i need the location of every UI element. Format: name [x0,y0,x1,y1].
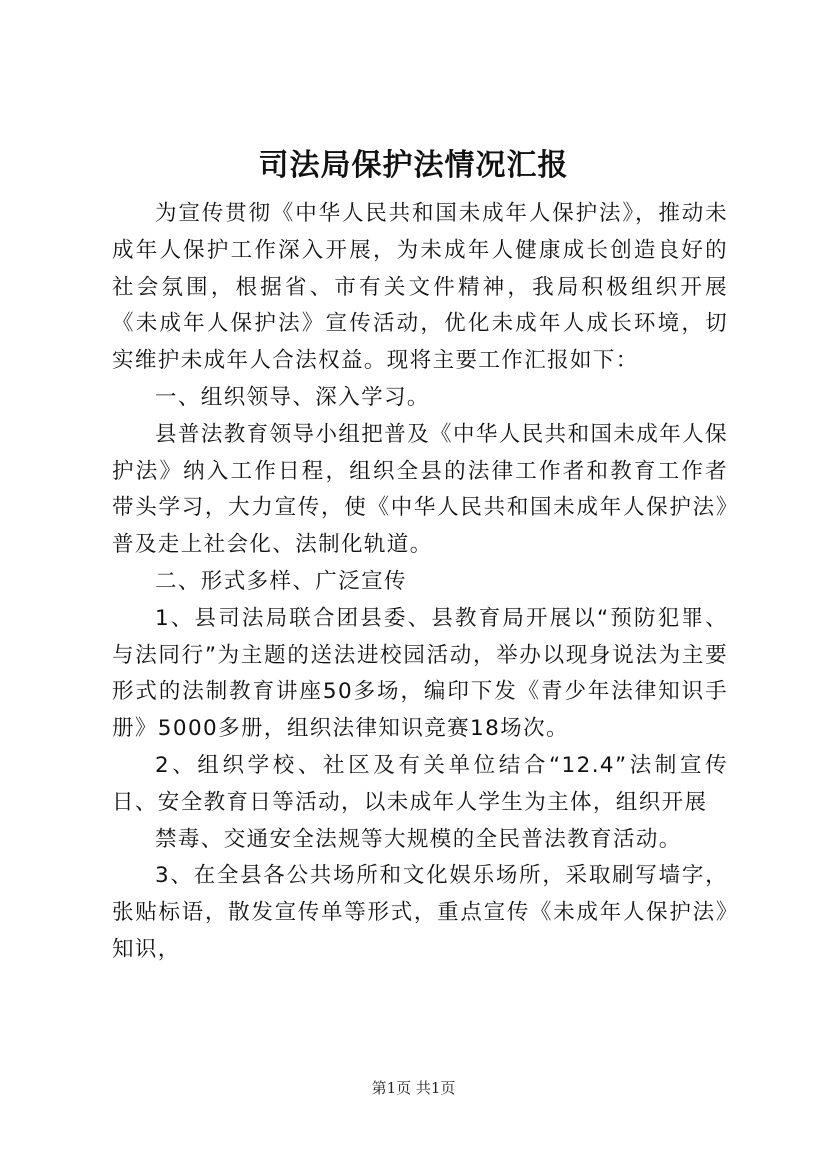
paragraph-item-2: 2、组织学校、社区及有关单位结合“12.4”法制宣传日、安全教育日等活动，以未成年人学生为主体，组织开展 [112,752,728,815]
section-heading-2: 二、形式多样、广泛宣传 [155,568,407,594]
document-body [112,196,728,969]
paragraph-intro: 为宣传贯彻《中华人民共和国未成年人保护法》，推动未成年人保护工作深入开展，为未成年人健康成长创造良好的社会氛围，根据省、市有关文件精神，我局积极组织开展《未成年人保护法》宣传活动，优化未成年人成长环境，切实维护未成年人合法权益。现将主要工作汇报如下： [112,201,728,374]
paragraph-item-3: 3、在全县各公共场所和文化娱乐场所，采取刷写墙字，张贴标语，散发宣传单等形式，重点宣传《未成年人保护法》知识， [112,863,728,962]
paragraph-item-1: 1、县司法局联合团县委、县教育局开展以“预防犯罪、与法同行”为主题的送法进校园活动，举办以现身说法为主要形式的法制教育讲座50多场，编印下发《青少年法律知识手册》5000多册，组织法律知识竞赛18场次。 [112,605,728,742]
page-footer: 第1页 共1页 [371,1079,456,1097]
document-title: 司法局保护法情况汇报 [258,148,569,183]
paragraph-section-1: 县普法教育领导小组把普及《中华人民共和国未成年人保护法》纳入工作日程，组织全县的法律工作者和教育工作者带头学习，大力宣传，使《中华人民共和国未成年人保护法》普及走上社会化、法制化轨道。 [112,421,728,558]
paragraph-item-2-continued: 禁毒、交通安全法规等大规模的全民普法教育活动。 [155,826,682,852]
section-heading-1: 一、组织领导、深入学习。 [155,384,430,410]
